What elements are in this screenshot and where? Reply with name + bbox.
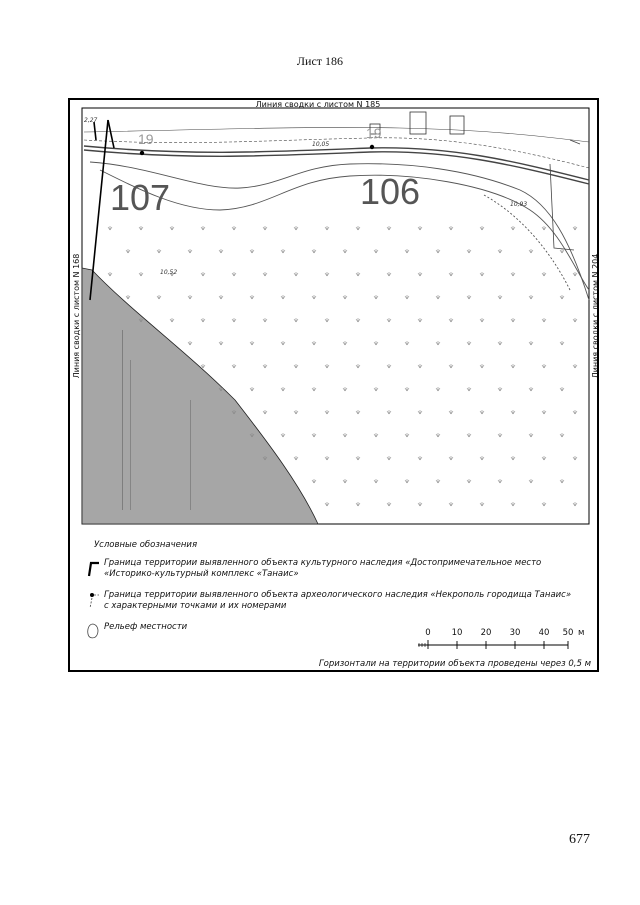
grass-symbol (480, 318, 484, 322)
grass-symbol (263, 318, 267, 322)
grass-symbol (387, 226, 391, 230)
grass-symbol (343, 295, 347, 299)
relief-icon (86, 622, 100, 642)
grass-symbol (188, 295, 192, 299)
grass-symbol (170, 226, 174, 230)
sheet-title: Лист 186 (296, 54, 344, 68)
grass-symbol (498, 433, 502, 437)
grass-symbol (325, 226, 329, 230)
grass-symbol (467, 433, 471, 437)
grass-symbol (374, 387, 378, 391)
grass-symbol (250, 249, 254, 253)
grass-symbol (219, 295, 223, 299)
grass-symbol (312, 387, 316, 391)
plot-number-107: 107 (110, 177, 171, 218)
grass-symbol (356, 226, 360, 230)
grass-symbol (374, 479, 378, 483)
grass-symbol (573, 272, 577, 276)
grass-symbol (343, 433, 347, 437)
grass-symbol (529, 479, 533, 483)
grass-symbol (449, 364, 453, 368)
grass-symbol (529, 295, 533, 299)
grass-symbol (387, 456, 391, 460)
boundary-line-icon (86, 558, 100, 578)
grass-symbol (312, 341, 316, 345)
grass-symbol (511, 410, 515, 414)
scale-tick-label: 10 (451, 628, 463, 638)
grass-symbol (281, 295, 285, 299)
grass-symbol (511, 226, 515, 230)
grass-symbol (232, 364, 236, 368)
grass-symbol (498, 249, 502, 253)
grass-symbol (294, 226, 298, 230)
grass-symbol (542, 456, 546, 460)
grass-symbol (498, 295, 502, 299)
grass-symbol (467, 387, 471, 391)
grass-symbol (480, 456, 484, 460)
grass-symbol (560, 387, 564, 391)
page-number: 677 (569, 832, 590, 847)
grass-symbol (498, 387, 502, 391)
buildings (370, 112, 464, 134)
grass-symbol (232, 272, 236, 276)
contour-note: Горизонтали на территории объекта проведены через 0,5 м (318, 659, 591, 669)
grass-symbol (511, 364, 515, 368)
grass-symbol (356, 456, 360, 460)
plot-number-106: 106 (360, 171, 421, 212)
grass-symbol (573, 502, 577, 506)
grass-symbol (418, 318, 422, 322)
grass-symbol (387, 502, 391, 506)
grass-symbol (281, 249, 285, 253)
grass-symbol (542, 502, 546, 506)
grass-symbol (170, 318, 174, 322)
elevation-label: 10,52 (160, 269, 178, 276)
grass-symbol (312, 479, 316, 483)
grass-symbol (343, 249, 347, 253)
grass-symbol (387, 410, 391, 414)
grass-symbol (529, 433, 533, 437)
grass-symbol (573, 364, 577, 368)
grass-symbol (511, 502, 515, 506)
grass-symbol (405, 295, 409, 299)
scale-bar (416, 628, 586, 652)
elevation-label: 10,05 (312, 141, 330, 148)
grass-symbol (263, 226, 267, 230)
grass-symbol (294, 410, 298, 414)
grass-symbol (108, 272, 112, 276)
legend-item-text: Граница территории выявленного объекта культурного наследия «Достопримечательное место (104, 558, 542, 568)
grass-symbol (157, 295, 161, 299)
map-canvas (70, 100, 599, 672)
grass-symbol (201, 272, 205, 276)
grass-symbol (418, 456, 422, 460)
grass-symbol (560, 341, 564, 345)
grass-symbol (418, 226, 422, 230)
grass-symbol (232, 226, 236, 230)
scale-unit: м (578, 628, 585, 638)
grass-symbol (356, 272, 360, 276)
grass-symbol (467, 249, 471, 253)
grass-symbol (529, 341, 533, 345)
grass-symbol (418, 364, 422, 368)
grass-symbol (449, 226, 453, 230)
grass-symbol (281, 341, 285, 345)
grass-symbol (418, 502, 422, 506)
grass-symbol (356, 502, 360, 506)
legend-item-text: Рельеф местности (104, 622, 188, 632)
grass-symbol (436, 295, 440, 299)
elevation-label: 2,27 (84, 117, 98, 124)
grass-symbol (250, 295, 254, 299)
grass-symbol (511, 318, 515, 322)
grass-symbol (449, 502, 453, 506)
grass-symbol (312, 433, 316, 437)
grass-symbol (449, 272, 453, 276)
grass-symbol (436, 479, 440, 483)
grass-symbol (480, 410, 484, 414)
grass-symbol (188, 249, 192, 253)
grass-symbol (325, 456, 329, 460)
legend-item-text: Граница территории выявленного объекта археологического наследия «Некрополь городища Танаис» (104, 590, 572, 600)
grass-symbol (498, 479, 502, 483)
edge-label-right: Линия сводки с листом N 204 (591, 253, 600, 379)
plot-number-19-left: 19 (138, 131, 154, 147)
legend-item (86, 558, 586, 582)
grass-symbol (405, 341, 409, 345)
grass-symbol (405, 433, 409, 437)
grass-symbol (542, 318, 546, 322)
grass-symbol (250, 341, 254, 345)
scale-ruler (416, 638, 586, 650)
legend-item (86, 590, 586, 614)
grass-symbol (387, 364, 391, 368)
grass-symbol (405, 387, 409, 391)
grass-symbol (418, 272, 422, 276)
grass-symbol (139, 226, 143, 230)
scale-tick-label: 40 (538, 628, 550, 638)
grass-symbol (281, 433, 285, 437)
scale-tick-label: 50 (562, 628, 574, 638)
grass-symbol (480, 502, 484, 506)
grass-symbol (387, 272, 391, 276)
grass-symbol (542, 272, 546, 276)
grass-symbol (343, 341, 347, 345)
grass-symbol (325, 364, 329, 368)
grass-symbol (467, 479, 471, 483)
grass-symbol (480, 226, 484, 230)
grass-symbol (573, 226, 577, 230)
scale-tick-label: 20 (480, 628, 492, 638)
grass-symbol (467, 295, 471, 299)
grass-symbol (449, 318, 453, 322)
grass-symbol (263, 364, 267, 368)
grass-symbol (498, 341, 502, 345)
grass-symbol (325, 502, 329, 506)
grass-symbol (294, 364, 298, 368)
grass-symbol (418, 410, 422, 414)
grass-symbol (573, 318, 577, 322)
grass-symbol (405, 249, 409, 253)
grass-symbol (263, 410, 267, 414)
grass-symbol (374, 249, 378, 253)
grass-symbol (573, 410, 577, 414)
grass-symbol (157, 249, 161, 253)
grass-symbol (325, 318, 329, 322)
grass-symbol (281, 387, 285, 391)
grass-symbol (449, 456, 453, 460)
grass-symbol (560, 249, 564, 253)
grass-symbol (436, 249, 440, 253)
grass-symbol (560, 433, 564, 437)
grass-symbol (232, 318, 236, 322)
grass-symbol (480, 272, 484, 276)
legend-title: Условные обозначения (94, 540, 198, 550)
scale-tick-label: 0 (425, 628, 431, 638)
grass-symbol (436, 433, 440, 437)
grass-symbol (449, 410, 453, 414)
grass-symbol (529, 387, 533, 391)
grass-symbol (294, 456, 298, 460)
grass-symbol (325, 410, 329, 414)
edge-label-left: Линия сводки с листом N 168 (72, 253, 81, 379)
grass-symbol (108, 226, 112, 230)
grass-symbol (294, 318, 298, 322)
legend-item-text: с характерными точками и их номерами (104, 601, 287, 611)
grass-symbol (511, 272, 515, 276)
grass-symbol (201, 226, 205, 230)
grass-symbol (219, 341, 223, 345)
legend-item-text: «Историко-культурный комплекс «Танаис» (104, 569, 299, 579)
grass-symbol (542, 410, 546, 414)
grass-symbol (405, 479, 409, 483)
grass-symbol (219, 249, 223, 253)
grass-symbol (467, 341, 471, 345)
grass-symbol (294, 272, 298, 276)
road-lines (84, 127, 589, 184)
grass-symbol (139, 272, 143, 276)
grass-symbol (560, 479, 564, 483)
grass-symbol (343, 387, 347, 391)
elevation-label: 10,93 (510, 201, 528, 208)
scale-tick-label: 30 (509, 628, 521, 638)
grass-symbol (356, 410, 360, 414)
grass-symbol (312, 249, 316, 253)
grass-symbol (480, 364, 484, 368)
grass-symbol (529, 249, 533, 253)
grass-symbol (188, 341, 192, 345)
grass-symbol (325, 272, 329, 276)
grass-symbol (356, 364, 360, 368)
grass-symbol (263, 272, 267, 276)
point-boundary-icon (86, 590, 100, 610)
grass-symbol (374, 433, 378, 437)
grass-symbol (312, 295, 316, 299)
grass-symbol (511, 456, 515, 460)
edge-label-top: Линия сводки с листом N 185 (255, 100, 381, 109)
grass-symbol (374, 341, 378, 345)
grass-symbol (250, 387, 254, 391)
grass-symbol (573, 456, 577, 460)
grass-symbol (436, 387, 440, 391)
grass-symbol (201, 364, 205, 368)
grass-symbol (356, 318, 360, 322)
grass-symbol (387, 318, 391, 322)
map-frame (68, 98, 599, 672)
grass-symbol (343, 479, 347, 483)
grass-symbol (126, 249, 130, 253)
grey-zone (82, 268, 318, 524)
grass-symbol (374, 295, 378, 299)
grass-symbol (126, 295, 130, 299)
grass-symbol (201, 318, 205, 322)
grass-symbol (542, 364, 546, 368)
grass-symbol (542, 226, 546, 230)
plot-number-19-right: 19 (366, 125, 382, 141)
grass-symbol (560, 295, 564, 299)
grass-symbol (436, 341, 440, 345)
